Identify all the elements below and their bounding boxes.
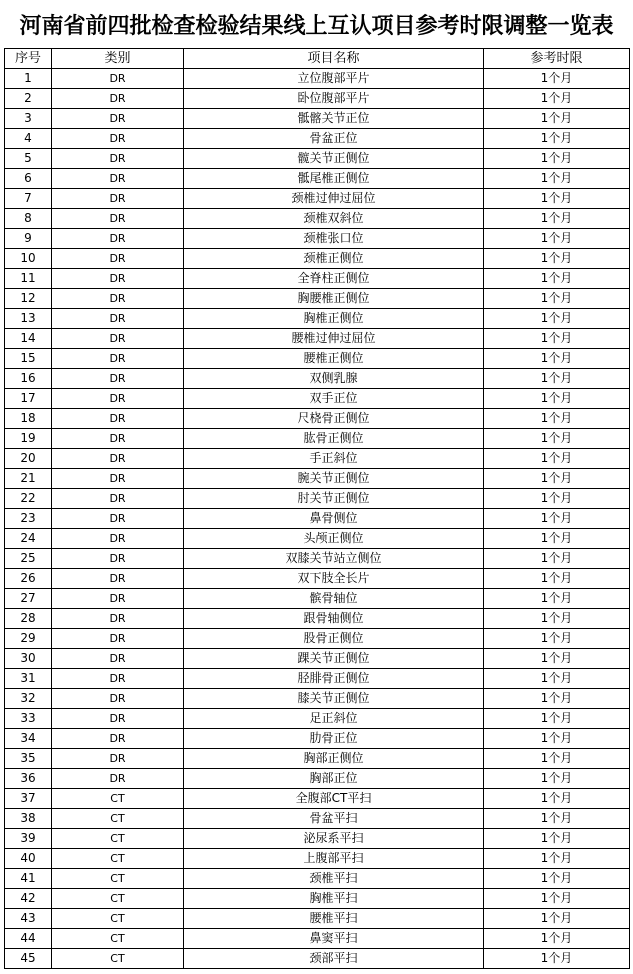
cell-item-name: 骨盆正位 (184, 129, 484, 149)
cell-time-limit: 1个月 (484, 629, 630, 649)
cell-category: CT (52, 889, 184, 909)
cell-item-name: 全脊柱正侧位 (184, 269, 484, 289)
cell-time-limit: 1个月 (484, 649, 630, 669)
cell-category: DR (52, 249, 184, 269)
cell-item-name: 上腹部平扫 (184, 849, 484, 869)
cell-seq: 40 (5, 849, 52, 869)
cell-time-limit: 1个月 (484, 949, 630, 969)
cell-category: DR (52, 709, 184, 729)
cell-seq: 33 (5, 709, 52, 729)
cell-seq: 36 (5, 769, 52, 789)
cell-seq: 31 (5, 669, 52, 689)
table-row (5, 229, 630, 249)
table-row (5, 589, 630, 609)
header-seq: 序号 (5, 49, 52, 69)
cell-time-limit: 1个月 (484, 409, 630, 429)
cell-item-name: 踝关节正侧位 (184, 649, 484, 669)
cell-item-name: 股骨正侧位 (184, 629, 484, 649)
cell-seq: 44 (5, 929, 52, 949)
cell-item-name: 骶尾椎正侧位 (184, 169, 484, 189)
cell-category: CT (52, 869, 184, 889)
cell-item-name: 腰椎过伸过屈位 (184, 329, 484, 349)
cell-time-limit: 1个月 (484, 349, 630, 369)
cell-time-limit: 1个月 (484, 189, 630, 209)
cell-seq: 15 (5, 349, 52, 369)
cell-seq: 37 (5, 789, 52, 809)
cell-time-limit: 1个月 (484, 729, 630, 749)
cell-time-limit: 1个月 (484, 829, 630, 849)
cell-seq: 42 (5, 889, 52, 909)
cell-item-name: 颈椎张口位 (184, 229, 484, 249)
cell-category: CT (52, 909, 184, 929)
cell-item-name: 胫腓骨正侧位 (184, 669, 484, 689)
table-row (5, 709, 630, 729)
cell-category: DR (52, 689, 184, 709)
cell-category: DR (52, 649, 184, 669)
cell-time-limit: 1个月 (484, 429, 630, 449)
cell-seq: 13 (5, 309, 52, 329)
cell-time-limit: 1个月 (484, 769, 630, 789)
cell-category: DR (52, 389, 184, 409)
table-row (5, 549, 630, 569)
cell-seq: 26 (5, 569, 52, 589)
cell-time-limit: 1个月 (484, 469, 630, 489)
cell-time-limit: 1个月 (484, 169, 630, 189)
cell-seq: 35 (5, 749, 52, 769)
cell-category: DR (52, 529, 184, 549)
table-row (5, 389, 630, 409)
cell-time-limit: 1个月 (484, 229, 630, 249)
cell-item-name: 颈部平扫 (184, 949, 484, 969)
cell-category: DR (52, 729, 184, 749)
cell-item-name: 头颅正侧位 (184, 529, 484, 549)
cell-seq: 34 (5, 729, 52, 749)
cell-seq: 29 (5, 629, 52, 649)
header-item-name: 项目名称 (184, 49, 484, 69)
cell-time-limit: 1个月 (484, 149, 630, 169)
cell-item-name: 颈椎过伸过屈位 (184, 189, 484, 209)
table-row (5, 409, 630, 429)
table-header-row (5, 49, 630, 69)
cell-category: DR (52, 569, 184, 589)
table-row (5, 929, 630, 949)
table-row (5, 529, 630, 549)
cell-item-name: 立位腹部平片 (184, 69, 484, 89)
cell-category: DR (52, 209, 184, 229)
table-row (5, 609, 630, 629)
cell-time-limit: 1个月 (484, 209, 630, 229)
cell-time-limit: 1个月 (484, 709, 630, 729)
cell-item-name: 胸腰椎正侧位 (184, 289, 484, 309)
cell-category: DR (52, 449, 184, 469)
cell-seq: 12 (5, 289, 52, 309)
cell-seq: 2 (5, 89, 52, 109)
table-row (5, 949, 630, 969)
cell-category: DR (52, 169, 184, 189)
cell-seq: 27 (5, 589, 52, 609)
cell-time-limit: 1个月 (484, 129, 630, 149)
cell-time-limit: 1个月 (484, 389, 630, 409)
cell-seq: 9 (5, 229, 52, 249)
cell-item-name: 肘关节正侧位 (184, 489, 484, 509)
cell-seq: 41 (5, 869, 52, 889)
cell-category: DR (52, 489, 184, 509)
cell-time-limit: 1个月 (484, 909, 630, 929)
cell-time-limit: 1个月 (484, 309, 630, 329)
table-row (5, 429, 630, 449)
cell-seq: 18 (5, 409, 52, 429)
cell-item-name: 骨盆平扫 (184, 809, 484, 829)
cell-item-name: 卧位腹部平片 (184, 89, 484, 109)
cell-category: DR (52, 369, 184, 389)
table-row (5, 849, 630, 869)
cell-item-name: 双下肢全长片 (184, 569, 484, 589)
cell-item-name: 腰椎正侧位 (184, 349, 484, 369)
cell-category: DR (52, 549, 184, 569)
cell-time-limit: 1个月 (484, 369, 630, 389)
cell-seq: 21 (5, 469, 52, 489)
cell-time-limit: 1个月 (484, 569, 630, 589)
cell-category: DR (52, 609, 184, 629)
cell-category: DR (52, 149, 184, 169)
table-row (5, 569, 630, 589)
cell-time-limit: 1个月 (484, 689, 630, 709)
cell-item-name: 跟骨轴侧位 (184, 609, 484, 629)
cell-time-limit: 1个月 (484, 749, 630, 769)
cell-item-name: 颈椎双斜位 (184, 209, 484, 229)
cell-category: DR (52, 469, 184, 489)
cell-item-name: 泌尿系平扫 (184, 829, 484, 849)
cell-item-name: 肋骨正位 (184, 729, 484, 749)
cell-seq: 39 (5, 829, 52, 849)
table-row (5, 249, 630, 269)
cell-item-name: 胸部正侧位 (184, 749, 484, 769)
header-time-limit: 参考时限 (484, 49, 630, 69)
table-row (5, 769, 630, 789)
table-row (5, 309, 630, 329)
table-row (5, 269, 630, 289)
cell-item-name: 髋关节正侧位 (184, 149, 484, 169)
cell-time-limit: 1个月 (484, 529, 630, 549)
result-table (4, 48, 630, 969)
cell-category: DR (52, 429, 184, 449)
table-row (5, 189, 630, 209)
table-row (5, 469, 630, 489)
cell-seq: 5 (5, 149, 52, 169)
cell-category: CT (52, 789, 184, 809)
table-row (5, 149, 630, 169)
table-row (5, 829, 630, 849)
cell-item-name: 手正斜位 (184, 449, 484, 469)
cell-category: DR (52, 309, 184, 329)
cell-category: DR (52, 629, 184, 649)
cell-time-limit: 1个月 (484, 849, 630, 869)
cell-item-name: 双侧乳腺 (184, 369, 484, 389)
cell-item-name: 鼻骨侧位 (184, 509, 484, 529)
cell-time-limit: 1个月 (484, 609, 630, 629)
cell-seq: 22 (5, 489, 52, 509)
table-body (5, 69, 630, 969)
cell-time-limit: 1个月 (484, 589, 630, 609)
cell-category: DR (52, 109, 184, 129)
cell-category: CT (52, 829, 184, 849)
cell-item-name: 腰椎平扫 (184, 909, 484, 929)
cell-time-limit: 1个月 (484, 789, 630, 809)
cell-seq: 20 (5, 449, 52, 469)
cell-seq: 3 (5, 109, 52, 129)
cell-time-limit: 1个月 (484, 89, 630, 109)
cell-time-limit: 1个月 (484, 509, 630, 529)
table-row (5, 109, 630, 129)
cell-seq: 7 (5, 189, 52, 209)
cell-category: DR (52, 749, 184, 769)
cell-time-limit: 1个月 (484, 869, 630, 889)
cell-seq: 25 (5, 549, 52, 569)
cell-seq: 23 (5, 509, 52, 529)
cell-time-limit: 1个月 (484, 449, 630, 469)
table-row (5, 329, 630, 349)
cell-category: CT (52, 929, 184, 949)
cell-time-limit: 1个月 (484, 929, 630, 949)
cell-item-name: 足正斜位 (184, 709, 484, 729)
cell-item-name: 全腹部CT平扫 (184, 789, 484, 809)
cell-seq: 38 (5, 809, 52, 829)
table-row (5, 889, 630, 909)
table-row (5, 789, 630, 809)
cell-item-name: 胸部正位 (184, 769, 484, 789)
cell-item-name: 双膝关节站立侧位 (184, 549, 484, 569)
table-row (5, 689, 630, 709)
table-row (5, 449, 630, 469)
cell-category: CT (52, 949, 184, 969)
table-row (5, 629, 630, 649)
cell-time-limit: 1个月 (484, 669, 630, 689)
cell-category: DR (52, 769, 184, 789)
cell-item-name: 颈椎正侧位 (184, 249, 484, 269)
table-row (5, 69, 630, 89)
cell-category: DR (52, 509, 184, 529)
cell-category: DR (52, 669, 184, 689)
cell-item-name: 髌骨轴位 (184, 589, 484, 609)
cell-seq: 11 (5, 269, 52, 289)
table-row (5, 169, 630, 189)
cell-item-name: 胸椎平扫 (184, 889, 484, 909)
cell-time-limit: 1个月 (484, 889, 630, 909)
cell-item-name: 尺桡骨正侧位 (184, 409, 484, 429)
cell-category: DR (52, 329, 184, 349)
cell-category: DR (52, 589, 184, 609)
cell-time-limit: 1个月 (484, 809, 630, 829)
cell-seq: 14 (5, 329, 52, 349)
cell-category: DR (52, 349, 184, 369)
table-row (5, 489, 630, 509)
cell-seq: 10 (5, 249, 52, 269)
table-row (5, 369, 630, 389)
cell-category: DR (52, 189, 184, 209)
cell-seq: 43 (5, 909, 52, 929)
cell-seq: 24 (5, 529, 52, 549)
cell-category: DR (52, 129, 184, 149)
cell-time-limit: 1个月 (484, 109, 630, 129)
table-row (5, 649, 630, 669)
cell-time-limit: 1个月 (484, 249, 630, 269)
cell-time-limit: 1个月 (484, 69, 630, 89)
table-row (5, 669, 630, 689)
cell-item-name: 颈椎平扫 (184, 869, 484, 889)
cell-seq: 19 (5, 429, 52, 449)
cell-seq: 28 (5, 609, 52, 629)
cell-time-limit: 1个月 (484, 269, 630, 289)
table-row (5, 349, 630, 369)
table-row (5, 129, 630, 149)
cell-seq: 8 (5, 209, 52, 229)
cell-item-name: 肱骨正侧位 (184, 429, 484, 449)
cell-seq: 17 (5, 389, 52, 409)
cell-seq: 16 (5, 369, 52, 389)
table-row (5, 749, 630, 769)
cell-category: DR (52, 69, 184, 89)
cell-category: CT (52, 809, 184, 829)
table-row (5, 209, 630, 229)
cell-seq: 4 (5, 129, 52, 149)
cell-seq: 32 (5, 689, 52, 709)
cell-time-limit: 1个月 (484, 329, 630, 349)
cell-item-name: 双手正位 (184, 389, 484, 409)
cell-time-limit: 1个月 (484, 549, 630, 569)
cell-item-name: 骶髂关节正位 (184, 109, 484, 129)
cell-seq: 45 (5, 949, 52, 969)
cell-category: DR (52, 229, 184, 249)
cell-category: DR (52, 89, 184, 109)
cell-item-name: 腕关节正侧位 (184, 469, 484, 489)
table-row (5, 809, 630, 829)
cell-seq: 6 (5, 169, 52, 189)
table-row (5, 289, 630, 309)
table-row (5, 729, 630, 749)
page-title: 河南省前四批检查检验结果线上互认项目参考时限调整一览表 (19, 12, 614, 39)
cell-item-name: 鼻窦平扫 (184, 929, 484, 949)
table-row (5, 509, 630, 529)
cell-seq: 1 (5, 69, 52, 89)
cell-category: DR (52, 409, 184, 429)
cell-seq: 30 (5, 649, 52, 669)
cell-time-limit: 1个月 (484, 489, 630, 509)
table-row (5, 89, 630, 109)
cell-time-limit: 1个月 (484, 289, 630, 309)
cell-category: DR (52, 269, 184, 289)
cell-category: DR (52, 289, 184, 309)
header-category: 类别 (52, 49, 184, 69)
cell-item-name: 膝关节正侧位 (184, 689, 484, 709)
table-row (5, 869, 630, 889)
cell-category: CT (52, 849, 184, 869)
table-row (5, 909, 630, 929)
cell-item-name: 胸椎正侧位 (184, 309, 484, 329)
